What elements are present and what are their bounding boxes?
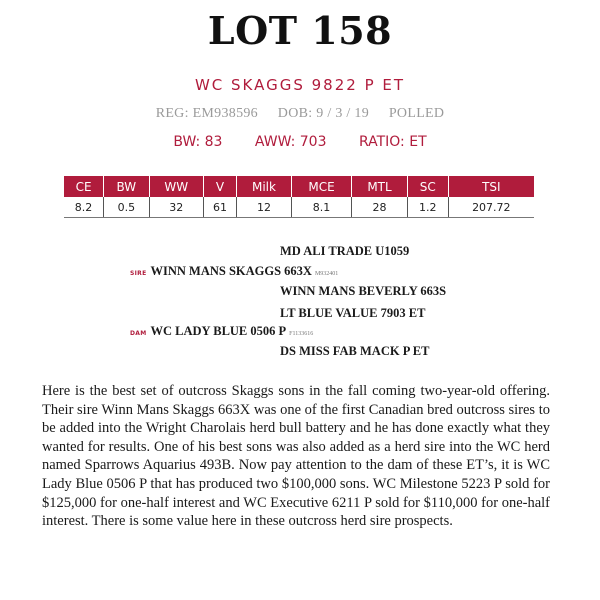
pedigree-sire-sire: MD ALI TRADE U1059: [280, 244, 410, 258]
epd-header-mtl: MTL: [352, 176, 408, 197]
registration-line: [0, 106, 600, 122]
pedigree-sire: [130, 264, 338, 279]
pedigree-dam: [130, 324, 313, 339]
lot-description: Here is the best set of outcross Skaggs sons in the fall coming two-year-old offering. Their sire Winn Mans Skaggs 663X was one of the first Canadian bred outcross sires to be added into the Wright Charolais herd bull battery and he has done exactly what they wanted for results. One of his best sons was also added as a herd sire into the WC herd named Sparrows Aquarius 493B. Now pay attention to the dam of these ET’s, it is WC Lady Blue 0506 P that has produced two $100,000 sons. WC Milestone 5223 P sold for $125,000 for one-half interest and WC Executive 6211 P sold for $110,000 for one-half interest. There is some value here in these outcross herd sire prospects.: [42, 383, 550, 530]
date-of-birth: DOB: 9 / 3 / 19: [277, 106, 370, 121]
epd-value-row: [64, 197, 534, 218]
ratio: RATIO: ET: [358, 134, 427, 150]
registration-number: REG: EM938596: [155, 106, 258, 121]
epd-header-ww: WW: [149, 176, 203, 197]
epd-header-milk: Milk: [237, 176, 292, 197]
adjusted-weaning-weight: AWW: 703: [254, 134, 327, 150]
epd-header-tsi: TSI: [448, 176, 534, 197]
epd-table: [64, 176, 534, 218]
lot-title: LOT 158: [207, 8, 393, 53]
dam-name: WC LADY BLUE 0506 P: [150, 324, 287, 338]
epd-value-ww: 32: [149, 197, 203, 218]
epd-value-milk: 12: [237, 197, 292, 218]
horn-status: POLLED: [388, 106, 445, 121]
sire-registration: M932401: [314, 271, 339, 277]
epd-header-mce: MCE: [291, 176, 351, 197]
epd-header-ce: CE: [64, 176, 104, 197]
weights-line: [0, 134, 600, 150]
epd-value-ce: 8.2: [64, 197, 104, 218]
pedigree-dam-dam: DS MISS FAB MACK P ET: [280, 344, 430, 358]
epd-value-mce: 8.1: [291, 197, 351, 218]
epd-header-sc: SC: [407, 176, 448, 197]
birth-weight: BW: 83: [173, 134, 223, 150]
dam-label: DAM: [130, 330, 147, 337]
epd-value-tsi: 207.72: [448, 197, 534, 218]
epd-header-bw: BW: [104, 176, 149, 197]
pedigree-dam-sire: LT BLUE VALUE 7903 ET: [280, 306, 426, 320]
epd-value-sc: 1.2: [407, 197, 448, 218]
pedigree-sire-dam: WINN MANS BEVERLY 663S: [280, 284, 447, 298]
sire-label: SIRE: [130, 270, 147, 277]
sire-name: WINN MANS SKAGGS 663X: [150, 264, 312, 278]
epd-header-row: [64, 176, 534, 197]
epd-value-mtl: 28: [352, 197, 408, 218]
epd-header-v: V: [204, 176, 237, 197]
epd-value-bw: 0.5: [104, 197, 149, 218]
bull-name: WC SKAGGS 9822 P ET: [194, 76, 406, 94]
epd-value-v: 61: [204, 197, 237, 218]
dam-registration: F1133616: [289, 331, 314, 337]
